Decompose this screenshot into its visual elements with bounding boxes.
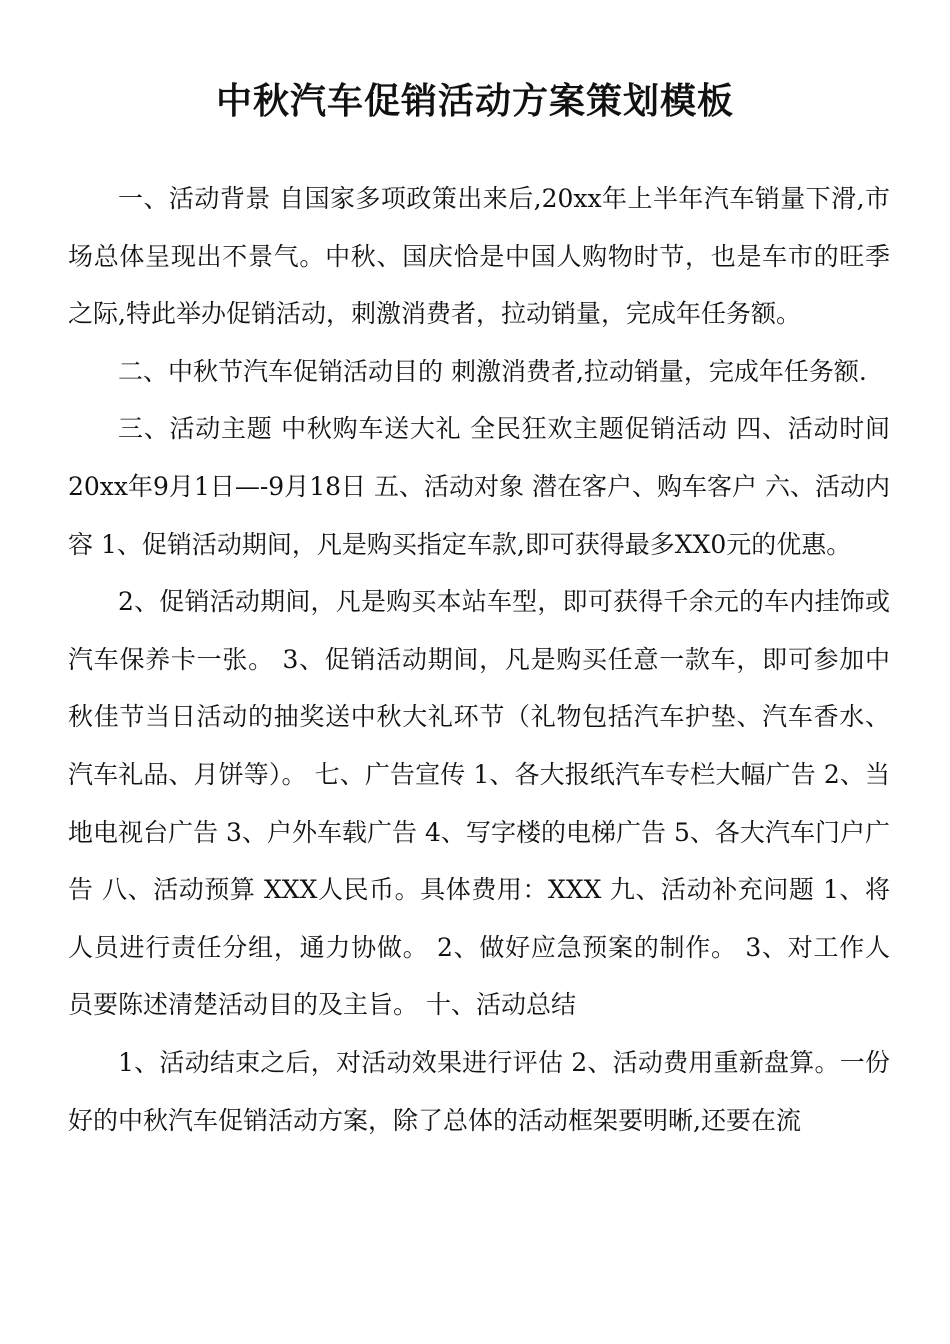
paragraph-summary: 1、活动结束之后，对活动效果进行评估 2、活动费用重新盘算。一份好的中秋汽车促销活动方案，除了总体的活动框架要明晰,还要在流 (68, 1047, 890, 1135)
paragraph-theme-schedule: 三、活动主题 中秋购车送大礼 全民狂欢主题促销活动 四、活动时间 20xx年9月1日—-9月18日 五、活动对象 潜在客户、购车客户 六、活动内容 1、促销活动期间，凡是购买指定车款,即可获得最多XX0元的优惠。 (68, 414, 890, 559)
paragraph-promotions-ads: 2、促销活动期间，凡是购买本站车型，即可获得千余元的车内挂饰或汽车保养卡一张。 3、促销活动期间，凡是购买任意一款车，即可参加中秋佳节当日活动的抽奖送中秋大礼环节（礼物包括汽车护垫、汽车香水、汽车礼品、月饼等）。 七、广告宣传 1、各大报纸汽车专栏大幅广告 2、当地电视台广告 3、户外车载广告 4、写字楼的电梯广告 5、各大汽车门户广告 八、活动预算 XXX人民币。具体费用：XXX 九、活动补充问题 1、将人员进行责任分组，通力协做。 2、做好应急预案的制作。 3、对工作人员要陈述清楚活动目的及主旨。 十、活动总结 (68, 587, 890, 1020)
document-body (68, 170, 890, 1149)
paragraph-objective: 二、中秋节汽车促销活动目的 刺激消费者,拉动销量，完成年任务额. (118, 356, 867, 386)
document-title: 中秋汽车促销活动方案策划模板 (215, 81, 734, 122)
paragraph-background: 一、活动背景 自国家多项政策出来后,20xx年上半年汽车销量下滑,市场总体呈现出不景气。中秋、国庆恰是中国人购物时节，也是车市的旺季之际,特此举办促销活动，刺激消费者，拉动销量，完成年任务额。 (68, 184, 890, 329)
